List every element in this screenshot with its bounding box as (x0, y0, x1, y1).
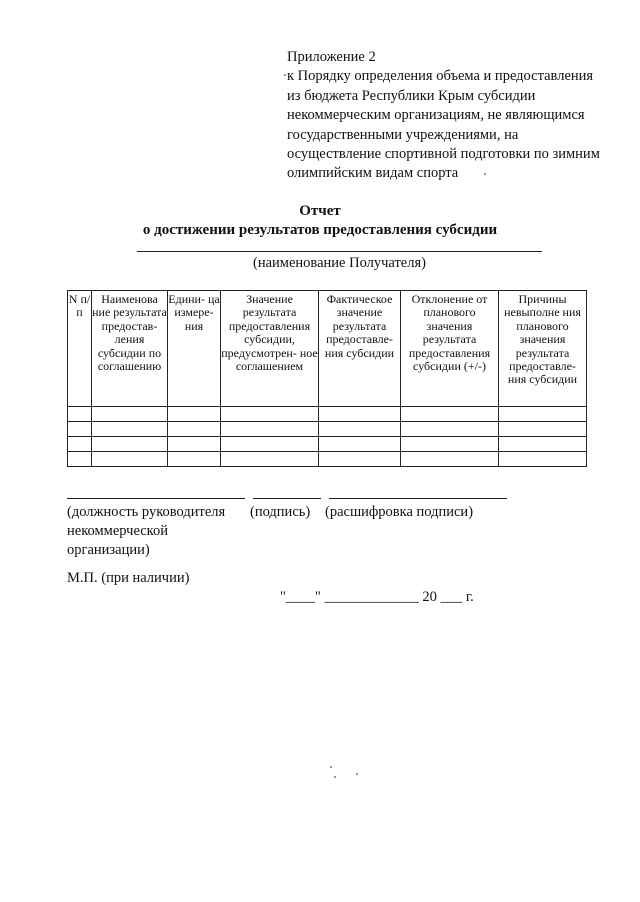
report-subtitle: о достижении результатов предоставления субсидии (142, 222, 498, 238)
table-cell (319, 422, 401, 437)
table-cell (68, 422, 92, 437)
recipient-caption: (наименование Получателя) (253, 255, 426, 271)
appendix-line: государственными учреждениями, на (287, 126, 519, 143)
position-signature-line (67, 498, 245, 499)
recipient-name-line (137, 251, 542, 252)
table-cell (401, 437, 499, 452)
table-cell (221, 437, 319, 452)
scan-mark (334, 776, 336, 778)
report-table (67, 290, 587, 467)
position-caption: (должность руководителя некоммерческой организации) (67, 504, 226, 558)
appendix-header (287, 48, 617, 184)
table-row (68, 452, 587, 467)
table-row (68, 407, 587, 422)
table-cell (221, 407, 319, 422)
table-header-cell: Едини- ца измере- ния (168, 291, 221, 407)
table-cell (92, 452, 168, 467)
table-cell (401, 422, 499, 437)
table-cell (92, 437, 168, 452)
table-row (68, 422, 587, 437)
table-cell (68, 437, 92, 452)
table-header-cell: Причины невыполне ния планового значения результата предоставле- ния субсидии (499, 291, 587, 407)
scan-mark (284, 74, 286, 76)
decoding-signature-line (329, 498, 507, 499)
stamp-label: М.П. (при наличии) (67, 570, 190, 586)
table-cell (168, 422, 221, 437)
table-header-cell: N п/ п (68, 291, 92, 407)
table-cell (499, 437, 587, 452)
table-cell (401, 407, 499, 422)
table-cell (221, 452, 319, 467)
appendix-line: Приложение 2 (287, 49, 376, 65)
date-line: "____" _____________ 20 ___ г. (280, 589, 474, 605)
table-header-row (68, 291, 587, 407)
table-cell (68, 407, 92, 422)
table-cell (168, 407, 221, 422)
signature-caption: (подпись) (250, 504, 311, 520)
table-header-cell: Отклонение от планового значения результата предоставления субсидии (+/-) (401, 291, 499, 407)
scan-mark (330, 766, 332, 768)
report-title: Отчет (299, 203, 341, 219)
table-cell (401, 452, 499, 467)
table-cell (168, 452, 221, 467)
table-row (68, 437, 587, 452)
appendix-line: к Порядку определения объема и предоставления (287, 68, 594, 85)
scan-mark (484, 173, 486, 175)
appendix-line: из бюджета Республики Крым субсидии (287, 87, 536, 104)
table-cell (499, 422, 587, 437)
table-cell (221, 422, 319, 437)
appendix-line: олимпийским видам спорта (287, 165, 459, 182)
table-cell (92, 407, 168, 422)
signature-line (253, 498, 321, 499)
table-cell (92, 422, 168, 437)
table-cell (319, 452, 401, 467)
table-header-cell: Наименова ние результата предостав- ления субсидии по соглашению (92, 291, 168, 407)
scan-mark (356, 773, 358, 775)
table-cell (319, 437, 401, 452)
appendix-line: осуществление спортивной подготовки по зимним (287, 146, 600, 163)
table-cell (499, 407, 587, 422)
table-cell (68, 452, 92, 467)
table-cell (319, 407, 401, 422)
table-header-cell: Фактическое значение результата предоставле- ния субсидии (319, 291, 401, 407)
table-cell (168, 437, 221, 452)
appendix-line: некоммерческим организациям, не являющимся (287, 107, 585, 124)
decoding-caption: (расшифровка подписи) (325, 504, 474, 520)
table-header-cell: Значение результата предоставления субсидии, предусмотрен- ное соглашением (221, 291, 319, 407)
table-cell (499, 452, 587, 467)
